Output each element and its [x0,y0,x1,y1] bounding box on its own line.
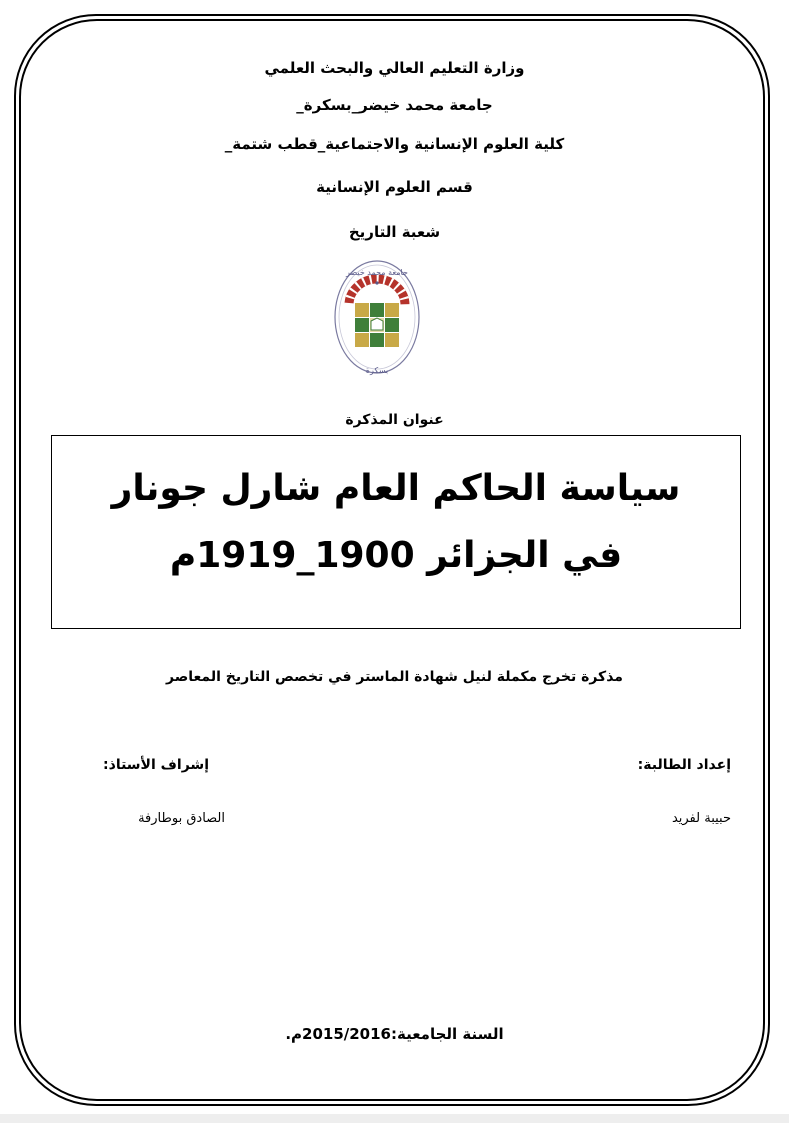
student-label: إعداد الطالبة: [637,757,731,773]
supervisor-name: الصادق بوطارفة [138,811,225,826]
logo-bottom-text: بسكرة [365,366,389,375]
page-bottom-strip [0,1114,789,1123]
university-line: جامعة محمد خيضر_بسكرة_ [296,96,493,114]
student-name: حبيبة لفريد [671,811,731,826]
memo-title-label: عنوان المذكرة [345,412,444,428]
subtitle: مذكرة تخرج مكملة لنيل شهادة الماستر في تخصص التاريخ المعاصر [166,669,623,685]
logo-top-text: جامعة محمد خيضر [346,268,408,277]
department-line: قسم العلوم الإنسانية [316,178,473,196]
supervisor-label: إشراف الأستاذ: [103,757,209,773]
title-box [51,435,741,629]
academic-year: السنة الجامعية:2015/2016م. [285,1025,504,1043]
faculty-line: كلية العلوم الإنسانية والاجتماعية_قطب شتمة_ [224,135,565,153]
title-line-1: سياسة الحاكم العام شارل جونار [111,468,681,509]
ministry-line: وزارة التعليم العالي والبحث العلمي [264,59,525,77]
title-line-2: في الجزائر 1900_1919م [169,535,623,576]
branch-line: شعبة التاريخ [348,223,441,241]
